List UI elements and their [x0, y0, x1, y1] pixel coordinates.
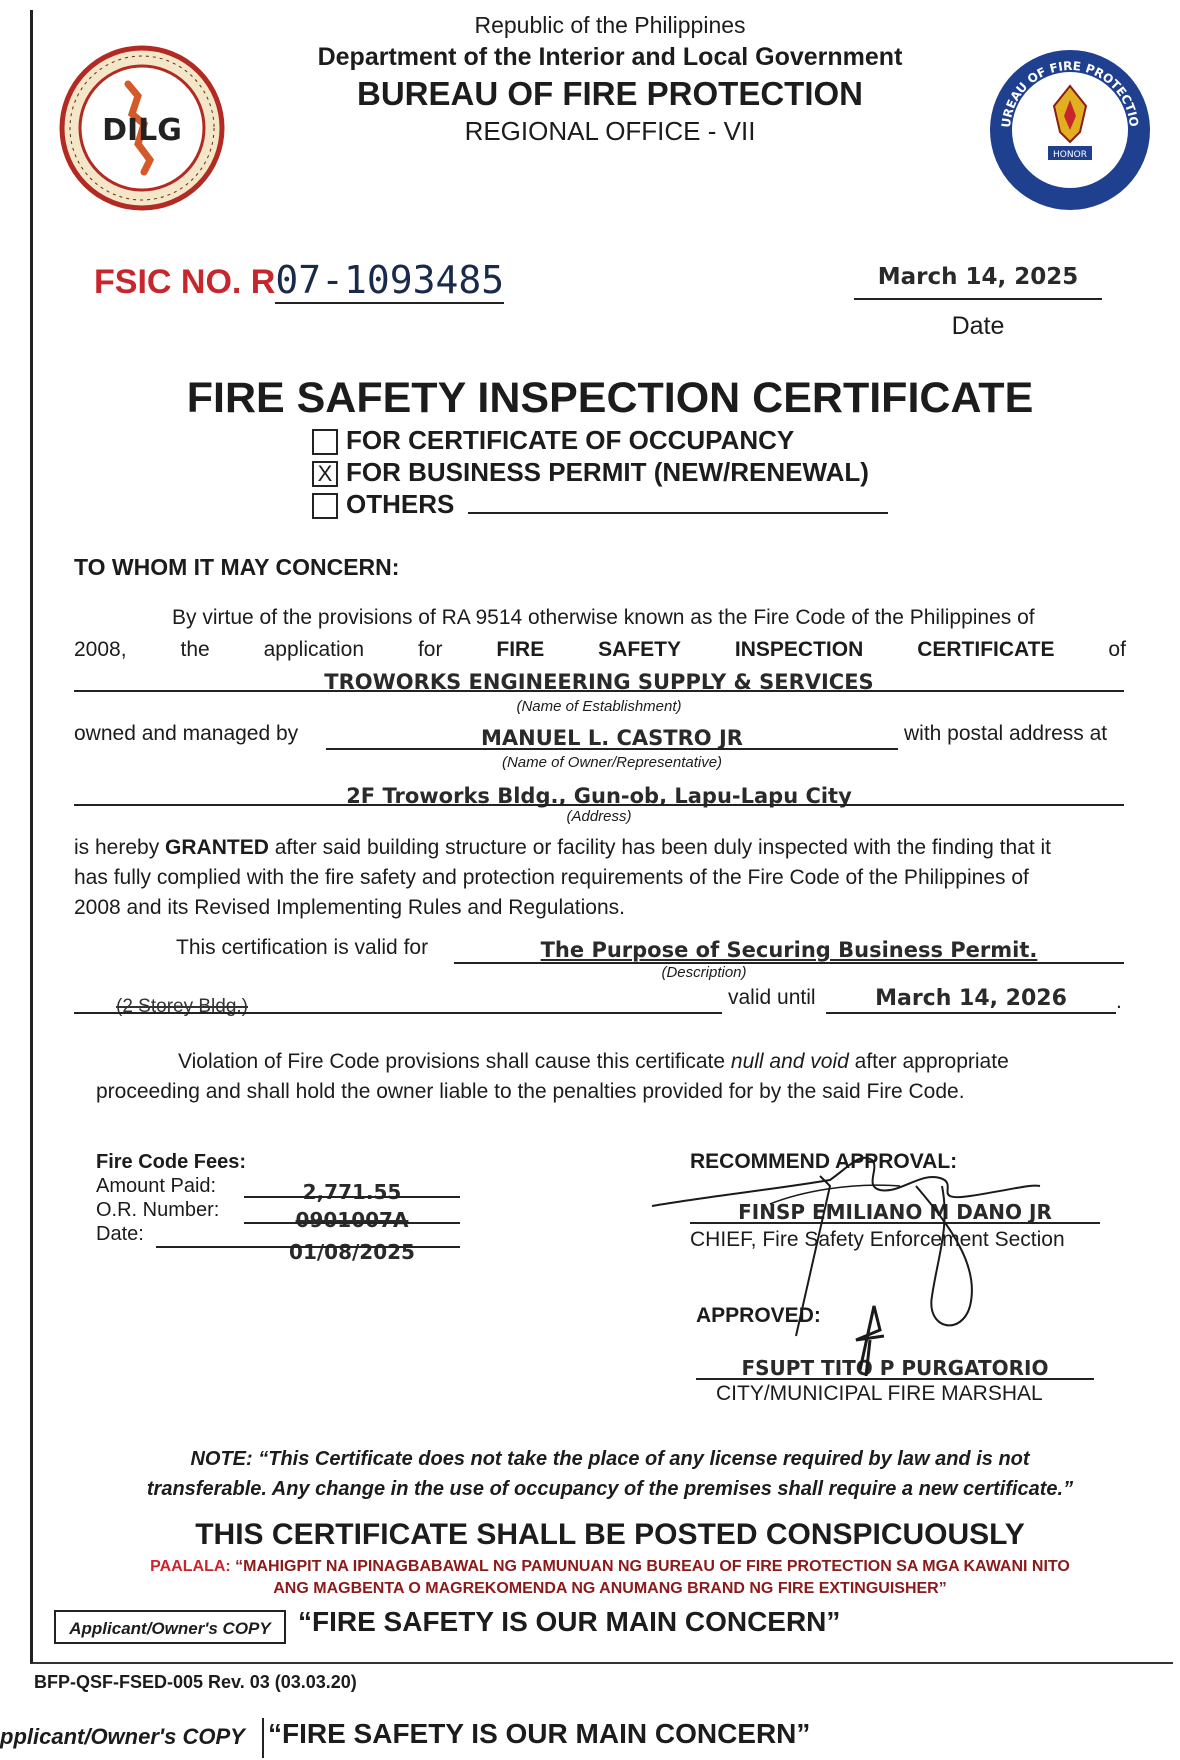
approved-label: APPROVED:	[696, 1304, 821, 1327]
fees-title: Fire Code Fees:	[96, 1151, 247, 1173]
establishment-caption: (Name of Establishment)	[516, 698, 682, 715]
purpose: The Purpose of Securing Business Permit.	[540, 938, 1038, 962]
or-number: 0901007A	[295, 1208, 409, 1232]
fees-date: 01/08/2025	[289, 1240, 415, 1264]
approved-name: FSUPT TITO P PURGATORIO	[741, 1356, 1049, 1380]
checkbox-occupancy	[312, 429, 338, 455]
storey: (2 Storey Bldg.)	[116, 996, 248, 1017]
violation-line2: proceeding and shall hold the owner liable to the penalties provided for by the said Fire Code.	[96, 1080, 965, 1103]
republic: Republic of the Philippines	[474, 12, 746, 38]
option-occupancy: FOR CERTIFICATE OF OCCUPANCY	[312, 424, 869, 456]
issue-date: March 14, 2025	[877, 264, 1079, 290]
valid-for-label: This certification is valid for	[176, 936, 429, 959]
option-others: OTHERS	[312, 488, 869, 520]
department: Department of the Interior and Local Government	[317, 43, 903, 71]
establishment-name: TROWORKS ENGINEERING SUPPLY & SERVICES	[324, 670, 874, 694]
recommend-label: RECOMMEND APPROVAL:	[690, 1150, 958, 1173]
checkbox-business-permit: X	[312, 461, 338, 487]
copy-label: Applicant/Owner's COPY	[54, 1610, 286, 1644]
fees-date-label: Date:	[96, 1223, 144, 1245]
description-caption: (Description)	[661, 964, 747, 981]
bfp-seal-ring-bottom: AVE LIVES AND PROPERTIE	[1012, 137, 1128, 187]
amount-paid: 2,771.55	[302, 1180, 402, 1204]
fees-block	[96, 1150, 246, 1246]
granted-line3: 2008 and its Revised Implementing Rules and Regulations.	[74, 896, 625, 919]
fsic-number: 07-1093485	[275, 258, 505, 302]
valid-until-date: March 14, 2026	[875, 986, 1067, 1011]
granted-line1: is hereby GRANTED after said building structure or facility has been duly inspected with the finding that it	[74, 836, 1051, 859]
address-caption: (Address)	[566, 808, 632, 825]
signature-approved	[830, 1300, 900, 1380]
address: 2F Troworks Bldg., Gun-ob, Lapu-Lapu City	[346, 784, 852, 808]
region: REGIONAL OFFICE - VII	[464, 116, 756, 146]
amount-label: Amount Paid:	[96, 1175, 217, 1197]
certificate-title: FIRE SAFETY INSPECTION CERTIFICATE	[186, 374, 1034, 422]
postal-label: with postal address at	[904, 722, 1108, 745]
paalala-line1: PAALALA: “MAHIGPIT NA IPINAGBABAWAL NG PAMUNUAN NG BUREAU OF FIRE PROTECTION SA MGA KAWANI NITO	[150, 1558, 1070, 1575]
recommend-title: CHIEF, Fire Safety Enforcement Section	[690, 1228, 1065, 1251]
note-line1: NOTE: “This Certificate does not take the place of any license required by law and is not	[190, 1448, 1030, 1470]
form-code: BFP-QSF-FSED-005 Rev. 03 (03.03.20)	[34, 1672, 357, 1692]
motto: “FIRE SAFETY IS OUR MAIN CONCERN”	[298, 1606, 841, 1637]
fsic-label: FSIC NO. R	[94, 263, 276, 301]
owned-by-label: owned and managed by	[74, 722, 299, 745]
date-label: Date	[951, 312, 1005, 340]
salutation: TO WHOM IT MAY CONCERN:	[74, 554, 400, 580]
note-line2: transferable. Any change in the use of occupancy of the premises shall require a new certificate.”	[146, 1478, 1074, 1500]
recommend-name: FINSP EMILIANO M DANO JR	[738, 1200, 1052, 1224]
bfp-seal-ring-top: UREAU OF FIRE PROTECTIO	[998, 58, 1142, 129]
intro-line1: By virtue of the provisions of RA 9514 otherwise known as the Fire Code of the Philippines of	[172, 606, 1035, 629]
owner-name: MANUEL L. CASTRO JR	[481, 726, 743, 750]
intro-line2: 2008, the application for FIRE SAFETY INSPECTION CERTIFICATE of	[74, 638, 1126, 661]
or-label: O.R. Number:	[96, 1199, 220, 1221]
dilg-logo	[58, 44, 226, 212]
granted-line2: has fully complied with the fire safety and protection requirements of the Fire Code of the Philippines of	[74, 866, 1029, 889]
posted-notice: THIS CERTIFICATE SHALL BE POSTED CONSPICUOUSLY	[195, 1518, 1025, 1551]
valid-until-label: valid until	[728, 986, 816, 1009]
dup-motto: “FIRE SAFETY IS OUR MAIN CONCERN”	[268, 1718, 811, 1749]
paalala-line2: ANG MAGBENTA O MAGREKOMENDA NG ANUMANG BRAND NG FIRE EXTINGUISHER”	[273, 1580, 947, 1597]
violation-line1: Violation of Fire Code provisions shall cause this certificate null and void after appropriate	[178, 1050, 1009, 1073]
bureau: BUREAU OF FIRE PROTECTION	[356, 75, 863, 112]
bfp-seal-center: HONOR	[1053, 150, 1087, 160]
dilg-logo-text: DILG	[102, 113, 182, 148]
approved-title: CITY/MUNICIPAL FIRE MARSHAL	[716, 1382, 1043, 1405]
option-business-permit: X FOR BUSINESS PERMIT (NEW/RENEWAL)	[312, 456, 869, 488]
checkbox-others	[312, 493, 338, 519]
bfp-seal	[986, 46, 1154, 214]
dup-copy-label: pplicant/Owner's COPY	[0, 1724, 245, 1749]
owner-caption: (Name of Owner/Representative)	[501, 754, 723, 771]
